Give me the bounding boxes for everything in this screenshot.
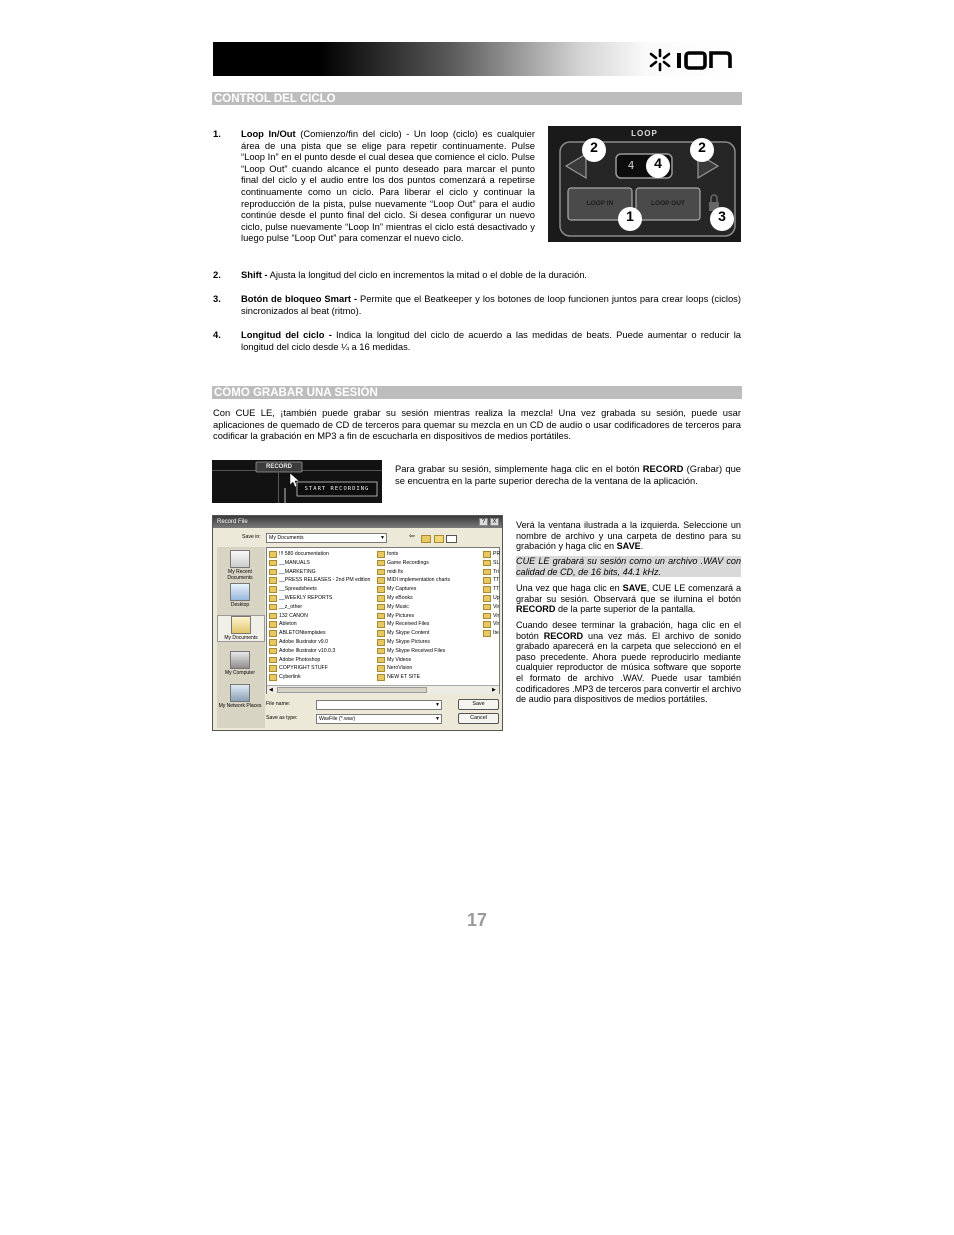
scroll-right-icon[interactable]: ▶ xyxy=(492,687,496,693)
dialog-title: Record File xyxy=(217,519,248,525)
list-item[interactable]: __z_other xyxy=(269,603,375,612)
record-button: RECORD xyxy=(265,464,292,470)
list-item[interactable]: MIDI implementation charts xyxy=(377,576,483,585)
dialog-titlebar xyxy=(213,516,502,528)
new-folder-icon[interactable] xyxy=(434,535,444,543)
scroll-thumb[interactable] xyxy=(277,687,427,693)
start-recording-tooltip: START RECORDING xyxy=(304,486,370,492)
network-places-icon xyxy=(230,684,250,702)
page-number: 17 xyxy=(466,910,488,930)
list-item[interactable]: __Spreadsheets xyxy=(269,585,375,594)
list-item[interactable]: __WEEKLY REPORTS xyxy=(269,594,375,603)
file-name-input[interactable] xyxy=(316,700,442,710)
scroll-left-icon[interactable]: ◀ xyxy=(269,687,273,693)
item-2-label: Shift - xyxy=(241,269,268,280)
record-file-dialog xyxy=(212,515,503,731)
list-item[interactable]: Ableton xyxy=(269,620,375,629)
item-4-text xyxy=(241,329,741,352)
section-header-loop: CONTROL DEL CICLO xyxy=(212,92,742,105)
list-item[interactable]: Vir xyxy=(483,620,499,629)
ion-logo xyxy=(646,46,738,74)
item-4-label: Longitud del ciclo - xyxy=(241,329,332,340)
list-item[interactable]: TT xyxy=(483,576,499,585)
list-item[interactable]: NEW ET SITE xyxy=(377,673,483,682)
item-1-text xyxy=(241,128,535,244)
my-documents-icon xyxy=(231,616,251,634)
record-instruction-a: Para grabar su sesión, simplemente haga clic en el botón xyxy=(395,463,643,474)
list-item[interactable]: __MARKETING xyxy=(269,568,375,577)
list-item[interactable]: Adobe Illustrator v9.0 xyxy=(269,638,375,647)
up-folder-icon[interactable] xyxy=(421,535,431,543)
item-1-label: Loop In/Out xyxy=(241,128,296,139)
list-item[interactable]: My Skype Received Files xyxy=(377,647,483,656)
save-in-value: My Documents xyxy=(269,535,304,541)
list-item[interactable]: 132 CANON xyxy=(269,612,375,621)
list-item[interactable]: COPYRIGHT STUFF xyxy=(269,664,375,673)
list-item[interactable]: PR xyxy=(483,550,499,559)
list-item[interactable]: Vir xyxy=(483,612,499,621)
list-item[interactable]: Game Recordings xyxy=(377,559,483,568)
item-2-text xyxy=(241,269,741,281)
file-column-2 xyxy=(377,550,483,682)
item-2-body: Ajusta la longitud del ciclo en incrementos la mitad o el doble de la duración. xyxy=(267,269,588,280)
wav-quality-note: CUE LE grabará su sesión como un archivo .WAV con calidad de CD, de 16 bits, 44.1 kHz. xyxy=(516,556,741,577)
list-item[interactable]: Up xyxy=(483,594,499,603)
save-as-type-select[interactable] xyxy=(316,714,442,724)
my-computer-icon xyxy=(230,651,250,669)
save-as-type-label: Save as type: xyxy=(266,715,298,721)
place-my-computer[interactable]: My Computer xyxy=(217,651,263,676)
place-my-documents[interactable]: My Documents xyxy=(217,615,265,642)
list-item[interactable]: midi fix xyxy=(377,568,483,577)
item-3-number: 3. xyxy=(213,293,221,304)
list-item[interactable]: !!! 580 documentation xyxy=(269,550,375,559)
item-2-number: 2. xyxy=(213,269,221,280)
item-3-body: Permite que el Beatkeeper y los botones de loop funcionen juntos para crear loops (ciclos) sincronizados al beat (ritmo). xyxy=(241,293,741,316)
list-item[interactable]: Tri xyxy=(483,568,499,577)
file-column-1 xyxy=(269,550,375,682)
list-item[interactable]: My Skype Content xyxy=(377,629,483,638)
list-item[interactable]: My Received Files xyxy=(377,620,483,629)
list-item[interactable]: My Captures xyxy=(377,585,483,594)
back-icon[interactable]: ⇦ xyxy=(409,533,415,540)
place-desktop[interactable]: Desktop xyxy=(217,583,263,608)
list-item[interactable]: TT xyxy=(483,585,499,594)
section-header-record: CÓMO GRABAR UNA SESIÓN xyxy=(212,386,742,399)
place-my-recent-documents[interactable]: My Recent Documents xyxy=(217,550,263,581)
loop-in-button: LOOP IN xyxy=(586,200,614,207)
record-intro: Con CUE LE, ¡también puede grabar su sesión mientras realiza la mezcla! Una vez grabada su sesión, puede usar aplicaciones de quemado de CD de terceros para quemar su mezcla en un CD de audio o usar codificadores de terceros para codificar la grabación en MP3 a fin de escucharla en dispositivos de medios portátiles. xyxy=(213,407,741,442)
record-instruction-b: RECORD xyxy=(642,463,684,474)
list-item[interactable]: fonts xyxy=(377,550,483,559)
save-button[interactable]: Save xyxy=(458,699,499,710)
views-menu-icon[interactable] xyxy=(446,535,457,543)
list-item[interactable]: Cyberlink xyxy=(269,673,375,682)
item-3-text xyxy=(241,293,741,316)
item-3-label: Botón de bloqueo Smart - xyxy=(241,293,358,304)
horizontal-scrollbar[interactable] xyxy=(267,685,499,694)
loop-out-button: LOOP OUT xyxy=(651,200,685,207)
list-item[interactable]: Adobe Photoshop xyxy=(269,656,375,665)
file-name-label: File name: xyxy=(266,701,291,707)
chevron-down-icon: ▼ xyxy=(380,535,385,541)
list-item[interactable]: Adobe Illustrator v10.0.3 xyxy=(269,647,375,656)
recent-documents-icon xyxy=(230,550,250,568)
list-item[interactable]: __PRESS RELEASES - 2nd PM edition xyxy=(269,576,375,585)
list-item[interactable]: My Skype Pictures xyxy=(377,638,483,647)
list-item[interactable]: My Music xyxy=(377,603,483,612)
loop-title: LOOP xyxy=(631,129,658,138)
list-item[interactable]: Vir xyxy=(483,603,499,612)
save-as-type-value: WavFile (*.wav) xyxy=(319,716,356,722)
list-item[interactable]: My Videos xyxy=(377,656,483,665)
cancel-button[interactable]: Cancel xyxy=(458,713,499,724)
list-item[interactable]: My eBooks xyxy=(377,594,483,603)
help-button[interactable]: ? xyxy=(479,518,488,526)
item-1-number: 1. xyxy=(213,128,221,139)
list-item[interactable]: __MANUALS xyxy=(269,559,375,568)
recording-start-text: Una vez que haga clic en SAVE, CUE LE comenzará a grabar su sesión. Observará que se ilumina el botón RECORD de la parte superior de la pantalla. xyxy=(516,583,742,615)
list-item[interactable]: Ite xyxy=(483,629,499,638)
chevron-down-icon: ▼ xyxy=(435,716,440,722)
item-1-body: (Comienzo/fin del ciclo) - Un loop (ciclo) es cualquier área de una pista que se elige para repetir continuamente. Pulse “Loop In” en el punto desde el cual desea que comience el ciclo. Pulse “Loop Out” cuando alcance el punto deseado para marcar el punto final del ciclo y el audio entre los dos puntos comenzará a repetirse continuamente como un ciclo. Para liberar el ciclo y continuar la reproducción de la pista, pulse nuevamente “Loop Out” para el audio continúe desde el punto final del ciclo. Si desea configurar un nuevo ciclo, pulse nuevamente “Loop In” mientras el ciclo está desactivado y luego pulse “Loop Out” para comenzar el nuevo ciclo. xyxy=(241,128,535,244)
recording-stop-text: Cuando desee terminar la grabación, haga clic en el botón RECORD una vez más. El archivo de sonido grabado aparecerá en la carpeta que seleccionó en el paso precedente. Ahora puede reproducirlo mediante cualquier reproductor de música software que soporte el formato de archivo .WAV. Puede usar también codificadores .MP3 de terceros para convertir el archivo de audio para dispositivos de medios portátiles. xyxy=(516,620,741,705)
save-in-label: Save in: xyxy=(242,534,261,540)
list-item[interactable]: My Pictures xyxy=(377,612,483,621)
loop-panel-image: LOOP 4 LOOP IN LOOP OUT 1 2 2 3 4 xyxy=(548,126,741,242)
record-button-screenshot xyxy=(212,460,382,503)
chevron-down-icon: ▼ xyxy=(435,702,440,708)
place-my-network-places[interactable]: My Network Places xyxy=(217,684,263,709)
list-item[interactable]: NeroVision xyxy=(377,664,483,673)
loop-length-display: 4 xyxy=(627,159,635,172)
list-item[interactable]: ABLETONtemplates xyxy=(269,629,375,638)
list-item[interactable]: SL xyxy=(483,559,499,568)
item-4-body: Indica la longitud del ciclo de acuerdo a las medidas de beats. Puede aumentar o reducir la longitud del ciclo desde ¼ a 16 medidas. xyxy=(241,329,741,352)
file-column-3 xyxy=(483,550,499,638)
record-instruction xyxy=(395,463,741,486)
item-4-number: 4. xyxy=(213,329,221,340)
save-in-select[interactable] xyxy=(266,533,387,543)
save-instruction: Verá la ventana ilustrada a la izquierda. Seleccione un nombre de archivo y una carpeta de destino para su grabación y haga clic en SAVE. xyxy=(516,520,741,552)
record-instruction-c: (Grabar) que se encuentra en la parte superior derecha de la ventana de la aplicación. xyxy=(395,463,741,486)
desktop-icon xyxy=(230,583,250,601)
file-list[interactable] xyxy=(266,547,500,694)
close-button[interactable]: X xyxy=(490,518,499,526)
